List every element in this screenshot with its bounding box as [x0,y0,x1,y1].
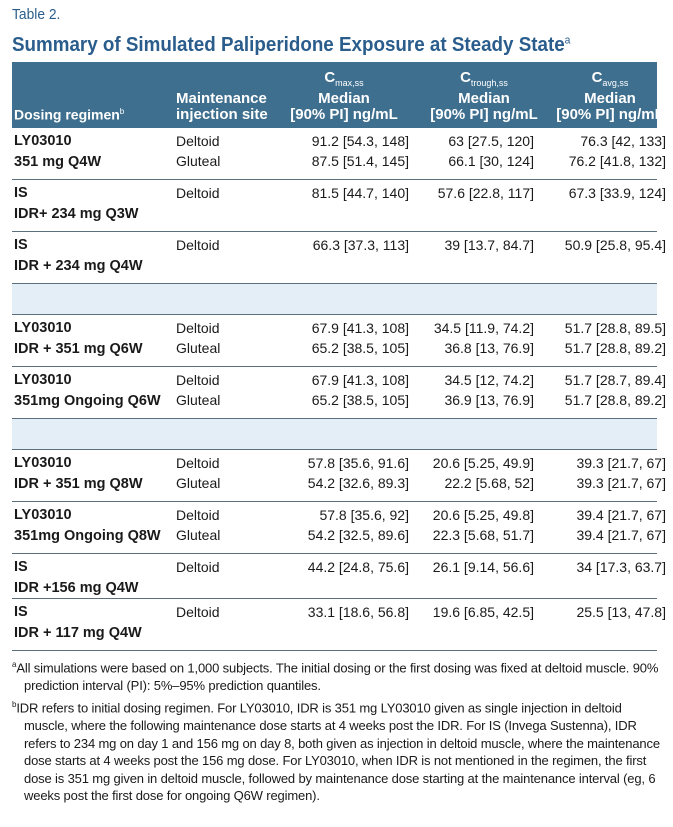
table-row [12,554,666,599]
dosing-regimen-cell: LY03010 351mg Ongoing Q6W [14,372,161,409]
injection-site-cell: Deltoid [176,559,220,575]
ctrough-cell: 26.1 [9.14, 56.6] [432,559,534,575]
dosing-regimen-cell: IS IDR + 117 mg Q4W [14,604,142,641]
separator-row [12,284,657,315]
injection-site-cell: Deltoid [176,604,220,620]
dosing-regimen-cell: LY03010 351mg Ongoing Q8W [14,507,161,544]
injection-site-cell: Deltoid Gluteal [176,372,221,408]
injection-site-cell: Deltoid Gluteal [176,507,221,543]
cavg-cell: 67.3 [33.9, 124] [568,185,666,201]
table-body [12,128,666,651]
title-footnote-mark: a [564,34,571,47]
cavg-cell: 76.3 [42, 133] 76.2 [41.8, 132] [568,133,666,169]
ctrough-cell: 34.5 [12, 74.2] 36.9 [13, 76.9] [444,372,534,408]
table-title [12,34,570,57]
dosing-regimen-cell: IS IDR +156 mg Q4W [14,559,139,596]
table-row [12,502,666,554]
table-row [12,315,666,367]
table-row [12,450,666,502]
injection-site-cell: Deltoid [176,185,220,201]
cmax-cell: 33.1 [18.6, 56.8] [307,604,409,620]
cavg-cell: 39.4 [21.7, 67] 39.4 [21.7, 67] [576,507,666,543]
dosing-regimen-cell: LY03010 IDR + 351 mg Q8W [14,455,143,492]
table-title-text: Summary of Simulated Paliperidone Exposure at Steady State [12,34,565,56]
header-injection-site: Maintenance injection site [176,90,268,123]
dosing-regimen-cell: IS IDR+ 234 mg Q3W [14,185,139,222]
header-cmax: $C_{max,ss}$ Median [90% PI] ng/mL [290,69,398,123]
cmax-cell: 57.8 [35.6, 92] 54.2 [32.5, 89.6] [307,507,409,543]
ctrough-cell: 34.5 [11.9, 74.2] 36.8 [13, 76.9] [433,320,534,356]
footnote-b: $^b$IDR refers to initial dosing regimen. For LY03010, IDR is 351 mg LY03010 given as single injection in deltoid muscle, where the following maintenance dose starts at 4 weeks post the IDR. For IS (Invega Sustenna), IDR refers to 234 mg on day 1 and 156 mg on day 8, both given as injection in deltoid muscle, where the maintenance dose starts at 4 weeks post the 156 mg dose. For LY03010, when IDR is not mentioned in the regimen, the first dose is 351 mg given in deltoid muscle, followed by maintenance dose starting at the maintenance interval (eg, 6 weeks post the first dose for ongoing Q6W regimen). [12,700,660,804]
ctrough-cell: 57.6 [22.8, 117] [437,185,534,201]
cmax-cell: 57.8 [35.6, 91.6] 54.2 [32.6, 89.3] [307,455,409,491]
cmax-cell: 67.9 [41.3, 108] 65.2 [38.5, 105] [311,320,409,356]
cavg-cell: 51.7 [28.7, 89.4] 51.7 [28.8, 89.2] [564,372,666,408]
exposure-table [12,62,666,651]
ctrough-cell: 39 [13.7, 84.7] [444,237,534,253]
cavg-cell: 34 [17.3, 63.7] [576,559,666,575]
ctrough-cell: 63 [27.5, 120] 66.1 [30, 124] [448,133,534,169]
injection-site-cell: Deltoid [176,237,220,253]
table-row [12,180,666,232]
cmax-cell: 44.2 [24.8, 75.6] [307,559,409,575]
header-cavg: $C_{avg,ss}$ Median [90% PI] ng/mL [556,69,664,123]
dosing-regimen-cell: LY03010 351 mg Q4W [14,133,102,170]
injection-site-cell: Deltoid Gluteal [176,455,221,491]
cmax-cell: 67.9 [41.3, 108] 65.2 [38.5, 105] [311,372,409,408]
table-row [12,128,666,180]
footnote-a: $^a$All simulations were based on 1,000 subjects. The initial dosing or the first dosing was fixed at deltoid muscle. 90% prediction interval (PI): 5%–95% prediction quantiles. [12,660,659,693]
dosing-regimen-cell: IS IDR + 234 mg Q4W [14,237,143,274]
separator-row [12,419,657,450]
ctrough-cell: 20.6 [5.25, 49.8] 22.3 [5.68, 51.7] [432,507,534,543]
table-header [12,62,664,128]
cmax-cell: 91.2 [54.3, 148] 87.5 [51.4, 145] [311,133,409,169]
header-ctrough: $C_{trough,ss}$ Median [90% PI] ng/mL [430,69,538,123]
injection-site-cell: Deltoid Gluteal [176,133,221,169]
footnotes [12,656,662,807]
table-label: Table 2. [12,6,61,23]
ctrough-cell: 19.6 [6.85, 42.5] [432,604,534,620]
header-dosing-regimen: Dosing regimen$^b$ [14,107,125,123]
table-row [12,232,666,284]
cavg-cell: 39.3 [21.7, 67] 39.3 [21.7, 67] [576,455,666,491]
cavg-cell: 50.9 [25.8, 95.4] [564,237,666,253]
table-row [12,599,666,651]
table-row [12,367,666,419]
cavg-cell: 51.7 [28.8, 89.5] 51.7 [28.8, 89.2] [564,320,666,356]
ctrough-cell: 20.6 [5.25, 49.9] 22.2 [5.68, 52] [432,455,534,491]
injection-site-cell: Deltoid Gluteal [176,320,221,356]
cavg-cell: 25.5 [13, 47.8] [576,604,666,620]
cmax-cell: 81.5 [44.7, 140] [311,185,409,201]
cmax-cell: 66.3 [37.3, 113] [312,237,409,253]
dosing-regimen-cell: LY03010 IDR + 351 mg Q6W [14,320,143,357]
